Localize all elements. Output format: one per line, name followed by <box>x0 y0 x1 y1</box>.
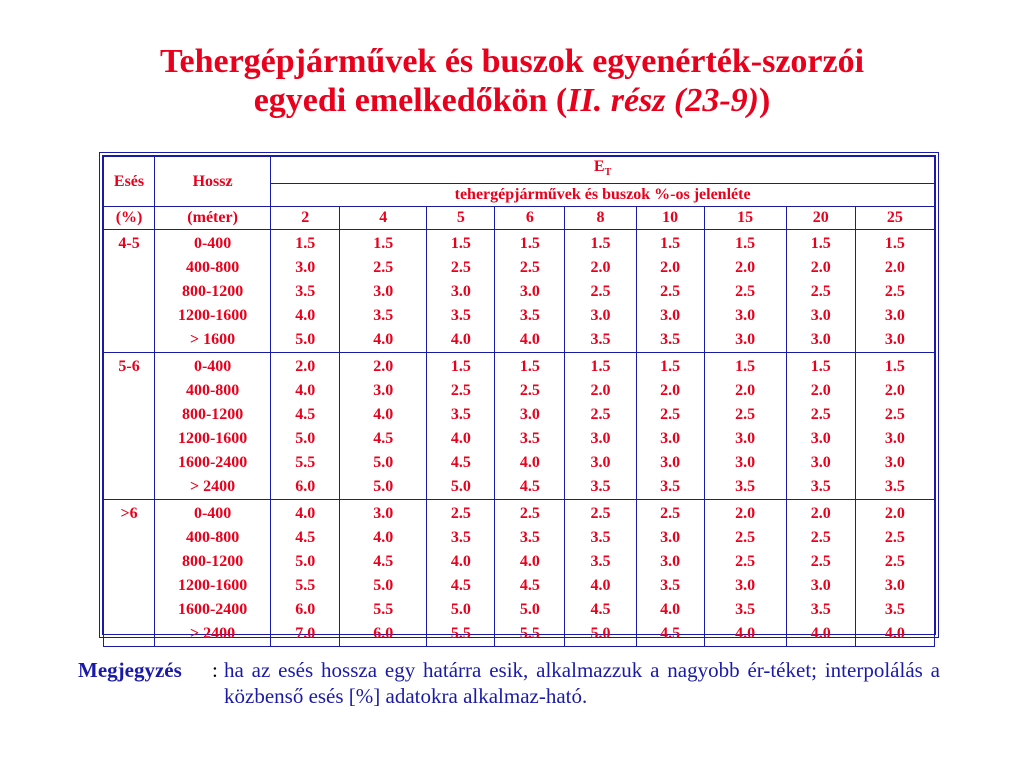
factor-value: 1.5 <box>519 235 540 253</box>
cell-factor <box>855 500 934 647</box>
factor-value: 4.5 <box>373 430 394 448</box>
factor-value: 1.5 <box>590 358 611 376</box>
cell-factor <box>636 230 704 353</box>
cell-factor <box>704 353 786 500</box>
factor-value: 1.5 <box>735 358 756 376</box>
hossz-value: 400-800 <box>185 382 240 400</box>
factor-value: 3.5 <box>660 478 681 496</box>
hossz-value: > 1600 <box>190 331 236 349</box>
factor-value: 4.5 <box>373 553 394 571</box>
factor-value: 2.5 <box>810 283 831 301</box>
factor-value: 2.0 <box>810 259 831 277</box>
factor-value: 2.5 <box>810 529 831 547</box>
header-et-main: E <box>593 158 605 175</box>
factor-value: 3.0 <box>590 454 611 472</box>
factor-value: 2.5 <box>810 553 831 571</box>
factor-value: 2.5 <box>373 259 394 277</box>
factor-value: 4.5 <box>590 601 611 619</box>
factor-value: 4.0 <box>519 553 540 571</box>
factor-value: 3.0 <box>519 406 540 424</box>
factor-value: 3.5 <box>660 577 681 595</box>
cell-factor <box>565 353 636 500</box>
factor-value: 3.0 <box>884 577 905 595</box>
factor-value: 1.5 <box>519 358 540 376</box>
factor-value: 2.5 <box>810 406 831 424</box>
factor-value: 2.0 <box>590 259 611 277</box>
factor-value: 4.0 <box>884 625 905 643</box>
hossz-value: 1600-2400 <box>177 454 248 472</box>
factor-value: 2.5 <box>735 283 756 301</box>
cell-factor <box>855 353 934 500</box>
factor-value: 4.0 <box>660 601 681 619</box>
header-eses: Esés <box>104 157 155 207</box>
factor-value: 3.0 <box>373 283 394 301</box>
factor-value: 5.0 <box>295 331 316 349</box>
factor-value: 2.5 <box>735 529 756 547</box>
factor-value: 3.0 <box>590 430 611 448</box>
cell-factor <box>340 353 427 500</box>
factor-value: 2.0 <box>660 259 681 277</box>
factor-value: 3.5 <box>735 601 756 619</box>
factor-value: 5.5 <box>373 601 394 619</box>
header-percent-col: 5 <box>427 207 495 230</box>
factor-value: 3.0 <box>884 331 905 349</box>
factor-value: 6.0 <box>373 625 394 643</box>
hossz-value: > 2400 <box>190 478 236 496</box>
hossz-value: 0-400 <box>193 235 232 253</box>
factor-value: 3.0 <box>660 553 681 571</box>
factor-value: 2.5 <box>590 283 611 301</box>
note-label: Megjegyzés <box>78 658 182 682</box>
factor-value: 2.5 <box>450 382 471 400</box>
cell-factor <box>495 230 565 353</box>
table-body <box>104 230 935 647</box>
cell-factor <box>271 353 340 500</box>
factor-value: 4.5 <box>519 577 540 595</box>
factor-value: 3.5 <box>519 529 540 547</box>
factor-value: 2.0 <box>295 358 316 376</box>
factor-value: 3.5 <box>519 307 540 325</box>
factor-value: 5.0 <box>295 553 316 571</box>
factor-value: 3.0 <box>884 307 905 325</box>
factor-value: 1.5 <box>450 235 471 253</box>
factor-value: 2.0 <box>810 382 831 400</box>
cell-factor <box>271 230 340 353</box>
factor-value: 1.5 <box>373 235 394 253</box>
factor-value: 3.5 <box>884 601 905 619</box>
factor-value: 4.0 <box>373 331 394 349</box>
hossz-value: 0-400 <box>193 358 232 376</box>
factor-value: 2.5 <box>519 259 540 277</box>
note-colon: : <box>212 658 218 682</box>
factor-value: 2.5 <box>590 406 611 424</box>
factor-value: 3.5 <box>810 478 831 496</box>
factor-value: 3.0 <box>735 577 756 595</box>
factor-value: 4.5 <box>450 454 471 472</box>
header-percent-col: 2 <box>271 207 340 230</box>
factor-value: 3.0 <box>884 454 905 472</box>
factor-value: 3.0 <box>735 454 756 472</box>
factor-value: 4.0 <box>810 625 831 643</box>
factor-value: 3.0 <box>735 331 756 349</box>
header-percent-col: 4 <box>340 207 427 230</box>
factor-value: 2.0 <box>810 505 831 523</box>
factor-value: 5.0 <box>519 601 540 619</box>
cell-hossz <box>155 230 271 353</box>
factor-value: 1.5 <box>660 235 681 253</box>
unit-row <box>104 207 935 230</box>
factor-value: 2.5 <box>884 283 905 301</box>
factor-value: 3.0 <box>660 307 681 325</box>
factor-value: 1.5 <box>810 358 831 376</box>
factor-value: 4.5 <box>660 625 681 643</box>
factor-value: 3.0 <box>295 259 316 277</box>
header-percent-col: 25 <box>855 207 934 230</box>
factor-value: 3.0 <box>660 529 681 547</box>
title-line-2-prefix: egyedi emelkedőkön ( <box>253 82 568 119</box>
title-part-label: II. rész (23-9) <box>567 82 759 119</box>
factor-value: 1.5 <box>590 235 611 253</box>
factor-value: 3.5 <box>590 553 611 571</box>
factor-value: 4.0 <box>519 331 540 349</box>
factor-value: 2.0 <box>373 358 394 376</box>
cell-factor <box>340 230 427 353</box>
factor-value: 3.5 <box>660 331 681 349</box>
factor-value: 5.5 <box>450 625 471 643</box>
cell-factor <box>704 230 786 353</box>
factor-value: 1.5 <box>810 235 831 253</box>
header-percent-col: 6 <box>495 207 565 230</box>
factor-value: 2.0 <box>660 382 681 400</box>
factor-value: 4.0 <box>295 505 316 523</box>
hossz-value: 800-1200 <box>181 553 244 571</box>
factor-value: 3.0 <box>810 454 831 472</box>
factor-value: 4.5 <box>519 478 540 496</box>
cell-factor <box>786 230 855 353</box>
table-row <box>104 230 935 353</box>
factor-value: 3.5 <box>884 478 905 496</box>
page-title <box>0 42 1024 120</box>
factor-value: 5.0 <box>373 478 394 496</box>
factor-value: 5.0 <box>295 430 316 448</box>
factor-value: 5.5 <box>519 625 540 643</box>
factor-value: 2.5 <box>450 505 471 523</box>
cell-factor <box>565 230 636 353</box>
factor-value: 4.0 <box>519 454 540 472</box>
factor-value: 4.0 <box>373 406 394 424</box>
header-percent-share: tehergépjárművek és buszok %-os jelenléte <box>271 184 935 207</box>
factor-value: 5.0 <box>373 454 394 472</box>
hossz-value: 400-800 <box>185 529 240 547</box>
factor-value: 5.5 <box>295 454 316 472</box>
factor-value: 4.5 <box>450 577 471 595</box>
factor-value: 5.5 <box>295 577 316 595</box>
cell-factor <box>427 353 495 500</box>
factor-value: 4.0 <box>450 331 471 349</box>
factor-value: 2.5 <box>590 505 611 523</box>
factor-value: 3.5 <box>519 430 540 448</box>
factor-value: 3.0 <box>373 382 394 400</box>
factor-value: 2.0 <box>590 382 611 400</box>
table-inner-frame <box>102 155 936 643</box>
cell-factor <box>271 500 340 647</box>
factor-value: 3.0 <box>810 577 831 595</box>
factor-value: 3.5 <box>450 406 471 424</box>
factor-value: 6.0 <box>295 478 316 496</box>
factor-value: 3.5 <box>590 331 611 349</box>
hossz-value: 1200-1600 <box>177 577 248 595</box>
factor-value: 5.0 <box>450 478 471 496</box>
factor-value: 2.5 <box>450 259 471 277</box>
factor-value: 2.0 <box>884 382 905 400</box>
cell-factor <box>636 500 704 647</box>
table-row <box>104 500 935 647</box>
header-percent-col: 8 <box>565 207 636 230</box>
factor-value: 3.5 <box>590 478 611 496</box>
factor-value: 3.0 <box>373 505 394 523</box>
factor-value: 2.0 <box>735 259 756 277</box>
factor-value: 2.5 <box>519 505 540 523</box>
hossz-value: 1600-2400 <box>177 601 248 619</box>
cell-factor <box>427 230 495 353</box>
factor-value: 2.5 <box>660 505 681 523</box>
cell-factor <box>340 500 427 647</box>
factor-value: 2.5 <box>660 283 681 301</box>
equivalence-factor-table <box>103 156 935 647</box>
table-header <box>104 157 935 230</box>
cell-factor <box>786 500 855 647</box>
hossz-value: 800-1200 <box>181 406 244 424</box>
hossz-value: 1200-1600 <box>177 307 248 325</box>
factor-value: 3.5 <box>450 307 471 325</box>
hossz-value: 400-800 <box>185 259 240 277</box>
factor-value: 7.0 <box>295 625 316 643</box>
factor-value: 4.0 <box>590 577 611 595</box>
table-row <box>104 353 935 500</box>
factor-value: 2.5 <box>884 529 905 547</box>
factor-value: 2.0 <box>735 382 756 400</box>
title-line-2 <box>0 81 1024 120</box>
factor-value: 5.0 <box>450 601 471 619</box>
cell-factor <box>495 500 565 647</box>
cell-eses: >6 <box>104 500 155 647</box>
factor-value: 3.0 <box>450 283 471 301</box>
factor-value: 1.5 <box>295 235 316 253</box>
factor-value: 4.0 <box>295 307 316 325</box>
factor-value: 3.0 <box>660 454 681 472</box>
factor-value: 3.0 <box>735 430 756 448</box>
factor-value: 3.5 <box>450 529 471 547</box>
factor-value: 2.5 <box>660 406 681 424</box>
factor-value: 3.0 <box>735 307 756 325</box>
factor-value: 1.5 <box>735 235 756 253</box>
factor-value: 4.5 <box>295 529 316 547</box>
header-et <box>271 157 935 184</box>
factor-value: 3.5 <box>590 529 611 547</box>
factor-value: 4.0 <box>295 382 316 400</box>
note-text: ha az esés hossza egy határra esik, alkalmazzuk a nagyobb ér-téket; interpolálás a közbenső esés [%] adatokra alkalmaz-ható. <box>224 658 940 708</box>
factor-value: 4.0 <box>373 529 394 547</box>
hossz-value: 800-1200 <box>181 283 244 301</box>
factor-value: 4.5 <box>295 406 316 424</box>
factor-value: 6.0 <box>295 601 316 619</box>
factor-value: 2.5 <box>735 406 756 424</box>
factor-value: 1.5 <box>884 235 905 253</box>
table-frame <box>99 152 939 643</box>
factor-value: 3.0 <box>884 430 905 448</box>
factor-value: 3.5 <box>295 283 316 301</box>
title-line-1: Tehergépjárművek és buszok egyenérték-szorzói <box>159 43 865 80</box>
factor-value: 2.5 <box>884 406 905 424</box>
cell-factor <box>565 500 636 647</box>
factor-value: 2.0 <box>735 505 756 523</box>
factor-value: 5.0 <box>590 625 611 643</box>
factor-value: 1.5 <box>884 358 905 376</box>
factor-value: 3.0 <box>810 430 831 448</box>
cell-factor <box>495 353 565 500</box>
cell-hossz <box>155 353 271 500</box>
header-percent-col: 15 <box>704 207 786 230</box>
cell-eses: 4-5 <box>104 230 155 353</box>
factor-value: 4.0 <box>450 553 471 571</box>
factor-value: 4.0 <box>450 430 471 448</box>
factor-value: 2.0 <box>884 259 905 277</box>
cell-factor <box>704 500 786 647</box>
header-hossz: Hossz <box>155 157 271 207</box>
cell-hossz <box>155 500 271 647</box>
factor-value: 2.5 <box>884 553 905 571</box>
title-line-2-suffix: ) <box>758 82 771 119</box>
factor-value: 5.0 <box>373 577 394 595</box>
factor-value: 2.5 <box>735 553 756 571</box>
factor-value: 3.5 <box>810 601 831 619</box>
unit-hossz: (méter) <box>155 207 271 230</box>
factor-value: 1.5 <box>450 358 471 376</box>
cell-factor <box>636 353 704 500</box>
hossz-value: 1200-1600 <box>177 430 248 448</box>
cell-eses: 5-6 <box>104 353 155 500</box>
cell-factor <box>427 500 495 647</box>
header-et-sub: T <box>604 167 612 179</box>
unit-eses: (%) <box>104 207 155 230</box>
factor-value: 3.0 <box>810 307 831 325</box>
factor-value: 3.0 <box>810 331 831 349</box>
factor-value: 3.0 <box>590 307 611 325</box>
hossz-value: 0-400 <box>193 505 232 523</box>
factor-value: 3.0 <box>519 283 540 301</box>
factor-value: 2.0 <box>884 505 905 523</box>
factor-value: 2.5 <box>519 382 540 400</box>
hossz-value: > 2400 <box>190 625 236 643</box>
factor-value: 3.5 <box>373 307 394 325</box>
cell-factor <box>855 230 934 353</box>
factor-value: 1.5 <box>660 358 681 376</box>
header-percent-col: 20 <box>786 207 855 230</box>
factor-value: 4.0 <box>735 625 756 643</box>
header-percent-col: 10 <box>636 207 704 230</box>
cell-factor <box>786 353 855 500</box>
factor-value: 3.0 <box>660 430 681 448</box>
factor-value: 3.5 <box>735 478 756 496</box>
